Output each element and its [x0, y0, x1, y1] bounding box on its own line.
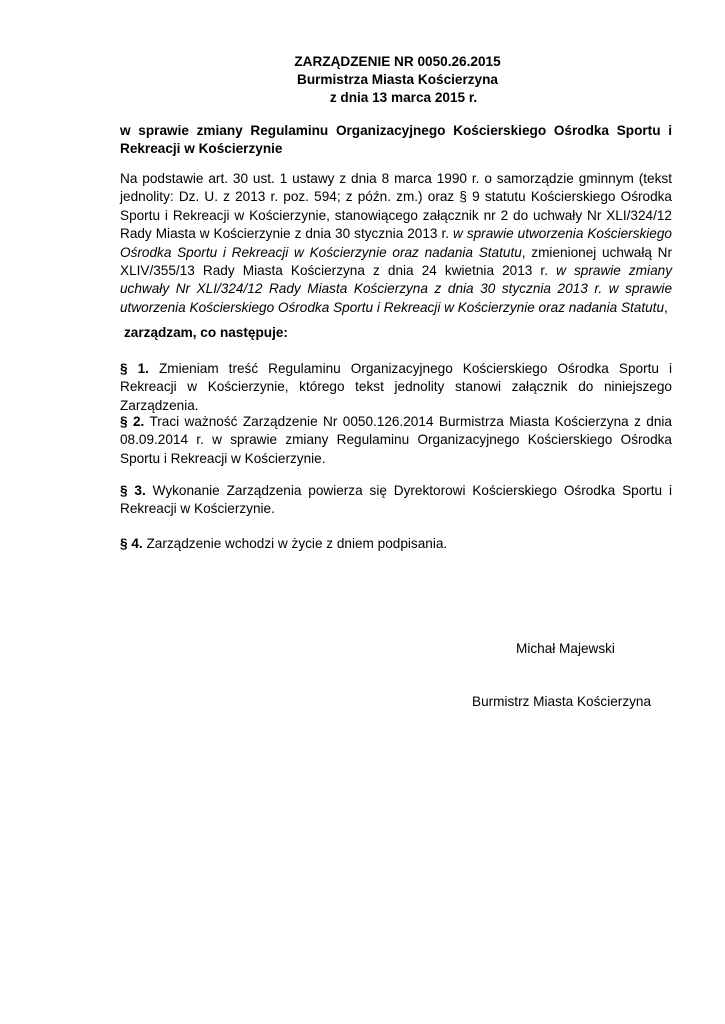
- legal-basis: [120, 170, 672, 317]
- paragraph-1: [120, 360, 672, 415]
- paragraph-2: [120, 413, 672, 468]
- document-number: ZARZĄDZENIE NR 0050.26.2015: [294, 54, 501, 69]
- document-subject: w sprawie zmiany Regulaminu Organizacyjnego Kościerskiego Ośrodka Sportu i Rekreacji w Kościerzynie: [120, 123, 672, 157]
- paragraph-4-mark: § 4.: [120, 536, 143, 551]
- paragraph-2-text: Traci ważność Zarządzenie Nr 0050.126.2014 Burmistrza Miasta Kościerzyna z dnia 08.09.2014 r. w sprawie zmiany Regulaminu Organizacyjnego Kościerskiego Ośrodka Sportu i Rekreacji w Kościerzynie.: [120, 414, 672, 466]
- legal-basis-text-1: Na podstawie art. 30 ust. 1 ustawy z dnia 8 marca 1990 r. o samorządzie gminnym (tekst jednolity: Dz. U. z 2013 r. poz. 594; z późn. zm.) oraz § 9 statutu Kościerskiego Ośrodka Sportu i Rekreacji w Kościerzynie, stanowiącego załącznik nr 2 do uchwały Nr XLI/324/12 Rady Miasta w Kościerzynie z dnia 30 stycznia 2013 r.: [120, 171, 672, 242]
- decree-statement: zarządzam, co następuje:: [124, 325, 288, 340]
- paragraph-4-text: Zarządzenie wchodzi w życie z dniem podpisania.: [142, 536, 448, 551]
- legal-basis-italic-2: w sprawie zmiany uchwały Nr XLI/324/12 Rady Miasta Kościerzyna z dnia 30 stycznia 2013 r. w sprawie utworzenia Kościerskiego Ośrodka Sportu i Rekreacji w Kościerzynie oraz nadania Statutu: [120, 263, 672, 315]
- signatory-title: Burmistrz Miasta Kościerzyna: [472, 694, 652, 709]
- paragraph-1-text: Zmieniam treść Regulaminu Organizacyjnego Kościerskiego Ośrodka Sportu i Rekreacji w Kościerzynie, którego tekst jednolity stanowi załącznik do niniejszego Zarządzenia.: [120, 361, 672, 413]
- legal-basis-italic-1: w sprawie utworzenia Kościerskiego Ośrodka Sportu i Rekreacji w Kościerzynie oraz nadania Statutu: [120, 226, 672, 260]
- legal-basis-text-2: , zmienionej uchwałą Nr XLIV/355/13 Rady Miasta Kościerzyna z dnia 24 kwietnia 2013 r.: [120, 244, 672, 279]
- paragraph-3-text: Wykonanie Zarządzenia powierza się Dyrektorowi Kościerskiego Ośrodka Sportu i Rekreacji w Kościerzynie.: [120, 483, 672, 517]
- paragraph-3: [120, 482, 672, 519]
- document-date: z dnia 13 marca 2015 r.: [329, 90, 478, 105]
- paragraph-4: [120, 535, 672, 553]
- paragraph-2-mark: § 2.: [120, 414, 145, 429]
- paragraph-1-mark: § 1.: [120, 361, 149, 376]
- legal-basis-text-3: ,: [664, 299, 668, 315]
- paragraph-3-mark: § 3.: [120, 483, 146, 498]
- document-header: [0, 53, 725, 107]
- document-issuer: Burmistrza Miasta Kościerzyna: [297, 72, 498, 87]
- signatory-name: Michał Majewski: [516, 641, 615, 656]
